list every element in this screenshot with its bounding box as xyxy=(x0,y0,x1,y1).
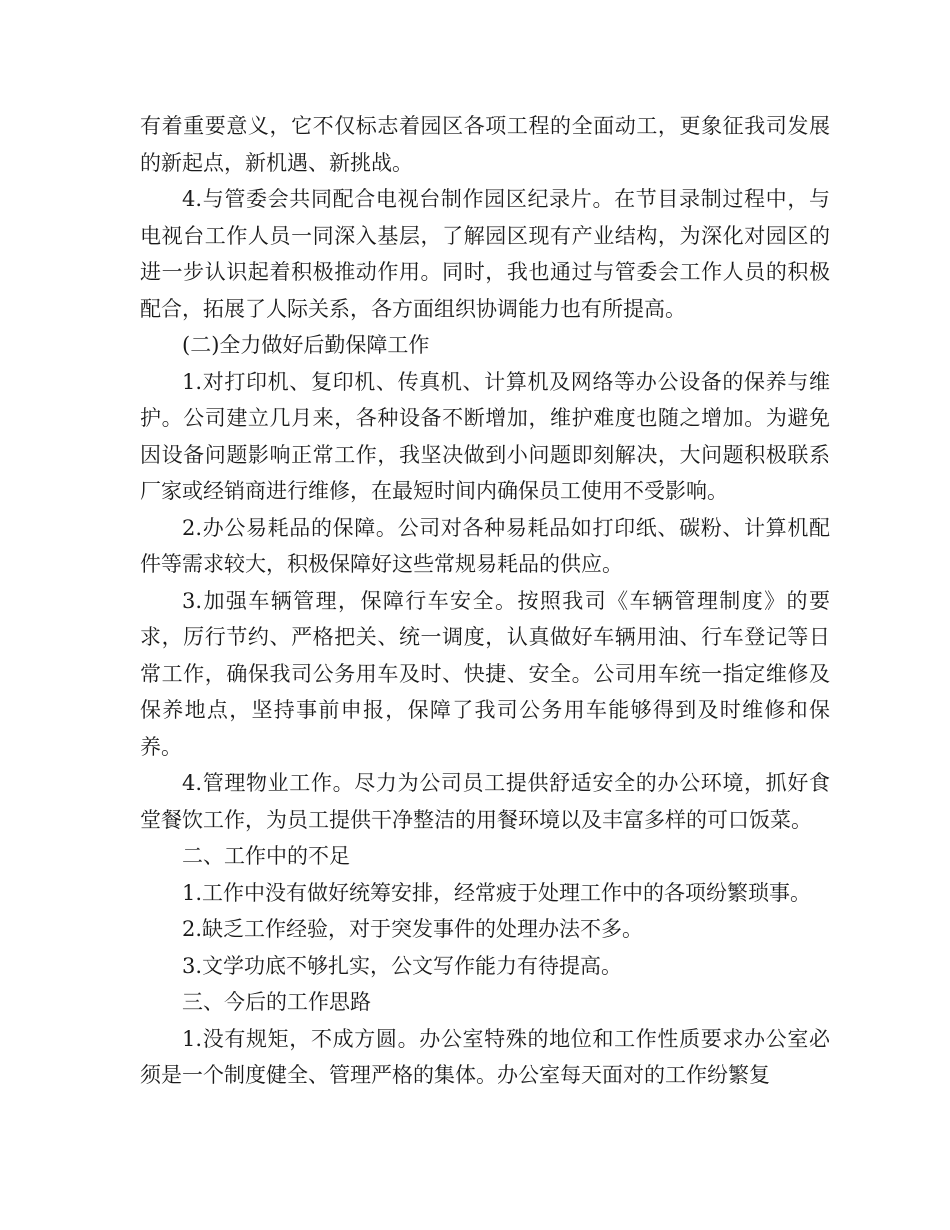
section-heading-future-plans: 三、今后的工作思路 xyxy=(182,990,371,1014)
paragraph-continuation: 有着重要意义，它不仅标志着园区各项工程的全面动工，更象征我司发展的新起点，新机遇、新挑战。 xyxy=(140,114,830,175)
paragraph-item-2-consumables: 2.办公易耗品的保障。公司对各种易耗品如打印纸、碳粉、计算机配件等需求较大，积极保障好这些常规易耗品的供应。 xyxy=(140,515,830,576)
section-heading-shortcomings: 二、工作中的不足 xyxy=(182,844,350,868)
paragraph-item-4-property: 4.管理物业工作。尽力为公司员工提供舒适安全的办公环境，抓好食堂餐饮工作，为员工提供干净整洁的用餐环境以及丰富多样的可口饭菜。 xyxy=(140,771,830,832)
paragraph-shortcoming-3: 3.文学功底不够扎实，公文写作能力有待提高。 xyxy=(182,953,623,978)
paragraph-item-3-vehicles: 3.加强车辆管理，保障行车安全。按照我司《车辆管理制度》的要求，厉行节约、严格把关、统一调度，认真做好车辆用油、行车登记等日常工作，确保我司公务用车及时、快捷、安全。公司用车统一指定维修及保养地点，坚持事前申报，保障了我司公务用车能够得到及时维修和保养。 xyxy=(140,588,830,759)
document-body xyxy=(140,108,830,1094)
paragraph-plan-1: 1.没有规矩，不成方圆。办公室特殊的地位和工作性质要求办公室必须是一个制度健全、管理严格的集体。办公室每天面对的工作纷繁复 xyxy=(140,1026,830,1087)
paragraph-shortcoming-2: 2.缺乏工作经验，对于突发事件的处理办法不多。 xyxy=(182,917,644,941)
paragraph-item-4-documentary: 4.与管委会共同配合电视台制作园区纪录片。在节目录制过程中，与电视台工作人员一同深入基层，了解园区现有产业结构，为深化对园区的进一步认识起着积极推动作用。同时，我也通过与管委会工作人员的积极配合，拓展了人际关系，各方面组织协调能力也有所提高。 xyxy=(140,187,830,321)
paragraph-item-1-equipment: 1.对打印机、复印机、传真机、计算机及网络等办公设备的保养与维护。公司建立几月来，各种设备不断增加，维护难度也随之增加。为避免因设备问题影响正常工作，我坚决做到小问题即刻解决，大问题积极联系厂家或经销商进行维修，在最短时间内确保员工使用不受影响。 xyxy=(140,369,830,503)
section-heading-logistics: (二)全力做好后勤保障工作 xyxy=(182,333,430,357)
paragraph-shortcoming-1: 1.工作中没有做好统筹安排，经常疲于处理工作中的各项纷繁琐事。 xyxy=(182,880,812,905)
